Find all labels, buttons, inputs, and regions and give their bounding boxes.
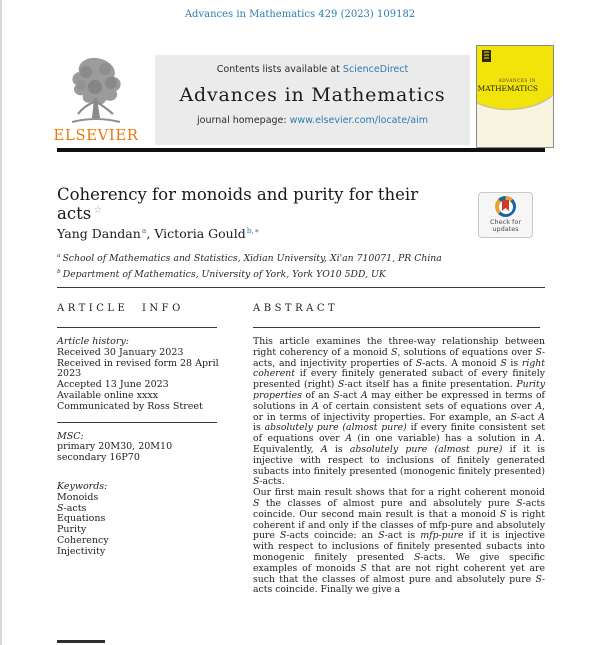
contents-prefix: Contents lists available at (216, 64, 343, 75)
msc-line: secondary 16P70 (57, 452, 140, 464)
elsevier-wordmark: ELSEVIER (53, 126, 139, 144)
check-for-updates-badge[interactable] (478, 192, 533, 238)
abstract-paragraph-2: Our first main result shows that for a right coherent monoid S the classes of almost pure and absolutely pure S-acts coincide. Our second main result is that a monoid S is right coherent if and only if the classes of mfp-pure and absolutely pure S-acts coincide: an S-act is mfp-pure if it is injective with respect to inclusions of finitely presented subacts into monogenic finitely presented S-acts. We give specific examples of monoids S that are not right coherent yet are such that the classes of almost pure and absolutely pure S-acts coincide. Finally we give a (253, 487, 545, 596)
abstract-text (253, 337, 545, 596)
affiliation-line: $^a$ School of Mathematics and Statistics, Xidian University, Xi'an 710071, PR China (57, 253, 442, 265)
abstract-column (253, 303, 545, 596)
article-history-line: Communicated by Ross Street (57, 400, 203, 412)
keyword-item: Purity (57, 524, 87, 536)
sciencedirect-link[interactable]: ScienceDirect (342, 64, 409, 75)
keyword-item: Equations (57, 513, 106, 525)
keyword-item: Injectivity (57, 545, 106, 557)
article-history-line: Received 30 January 2023 (57, 346, 184, 358)
abstract-heading: ABSTRACT (253, 303, 339, 314)
author-sup-link[interactable]: a (141, 226, 147, 235)
article-title: Coherency for monoids and purity for their acts ☆ (57, 185, 419, 223)
article-info-column (57, 303, 241, 558)
journal-header-box (155, 55, 470, 145)
author-name: Yang Dandan (57, 226, 141, 242)
footnote-separator-rule (57, 640, 105, 643)
article-history-label: Article history: (57, 336, 129, 347)
author-sup-link[interactable]: b,∗ (246, 226, 260, 235)
homepage-line (155, 115, 470, 126)
journal-cover-art (477, 46, 553, 147)
article-history-line: Accepted 13 June 2023 (57, 379, 169, 391)
elsevier-logo (52, 56, 140, 149)
journal-cover-thumbnail (476, 45, 554, 148)
article-history-line: Received in revised form 28 April 2023 (57, 357, 219, 380)
page-left-edge (0, 0, 2, 645)
check-for-updates-label: Check for updates (490, 218, 521, 233)
journal-title: Advances in Mathematics (179, 84, 446, 106)
msc-list (57, 442, 241, 464)
elsevier-tree-icon (64, 56, 128, 128)
keyword-item: S-acts (57, 502, 87, 514)
keywords-label: Keywords: (57, 480, 108, 492)
article-history-list (57, 348, 241, 413)
homepage-prefix: journal homepage: (197, 115, 290, 126)
title-footnote-star[interactable]: ☆ (93, 204, 103, 216)
article-history-line: Available online xxxx (57, 389, 159, 401)
article-info-heading: ARTICLE INFO (57, 303, 184, 314)
journal-citation-header: Advances in Mathematics 429 (2023) 109182 (184, 9, 416, 20)
keyword-item: Coherency (57, 534, 109, 546)
title-section-divider (57, 287, 545, 288)
msc-label: MSC: (57, 430, 84, 442)
article-info-rule (57, 327, 217, 328)
cover-title-line2: MATHEMATICS (477, 84, 538, 93)
abstract-rule (253, 327, 540, 328)
info-divider-rule (57, 422, 217, 423)
contents-line (155, 64, 470, 75)
cover-title-line1: ADVANCES IN (498, 79, 536, 84)
header-divider-rule (57, 148, 545, 152)
affiliation-line: $^b$ Department of Mathematics, University of York, York YO10 5DD, UK (57, 268, 386, 280)
keyword-item: Monoids (57, 491, 99, 503)
author-line: Yang Dandan$^a$, Victoria Gould$^{b,∗}$ (57, 226, 260, 242)
keywords-list (57, 493, 241, 558)
affiliations (57, 250, 442, 281)
msc-line: primary 20M30, 20M10 (57, 441, 173, 453)
crossmark-bookmark-icon (502, 200, 509, 211)
crossmark-logo-icon (495, 196, 516, 217)
author-name: Victoria Gould (154, 226, 246, 242)
abstract-paragraph-1: This article examines the three-way relationship between right coherency of a monoid S, solutions of equations over S-acts, and injectivity properties of S-acts. A monoid S is right coherent if every finitely generated subact of every finitely presented (right) S-act itself has a finite presentation. Purity properties of an S-act A may either be expressed in terms of solutions in A of certain consistent sets of equations over A, or in terms of injectivity properties. For example, an S-act A is absolutely pure (almost pure) if every finite consistent set of equations over A (in one variable) has a solution in A. Equivalently, A is absolutely pure (almost pure) if it is injective with respect to inclusions of finitely generated subacts into finitely presented (monogenic finitely presented) S-acts. (253, 336, 546, 488)
journal-homepage-link[interactable]: www.elsevier.com/locate/aim (289, 115, 428, 126)
